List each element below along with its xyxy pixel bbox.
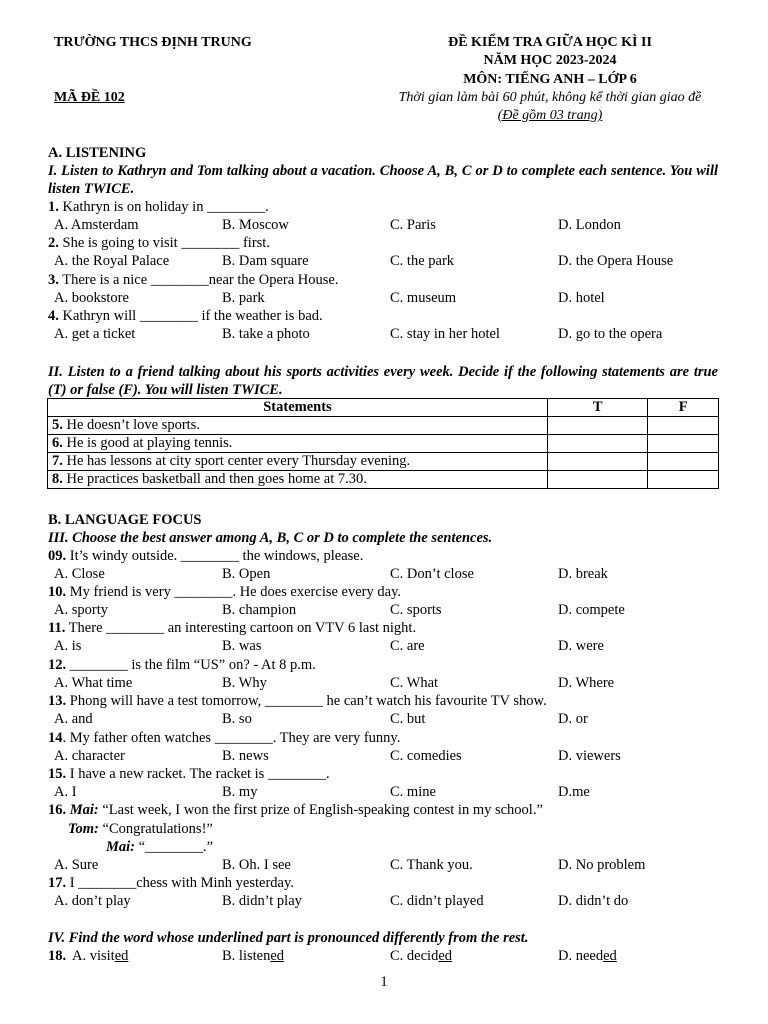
part-3-instruction: III. Choose the best answer among A, B, C or D to complete the sentences. bbox=[48, 530, 493, 546]
question-18 bbox=[0, 948, 768, 966]
dialogue-line-mai: Mai: “________.” bbox=[106, 839, 214, 855]
option-a: A. visited bbox=[72, 948, 129, 964]
option-d: D. Where bbox=[558, 675, 615, 691]
option-b: B. Moscow bbox=[222, 217, 289, 233]
option-b: B. Why bbox=[222, 675, 267, 691]
option-c: C. museum bbox=[390, 290, 457, 306]
question-4: 4. Kathryn will ________ if the weather is bad. bbox=[48, 308, 323, 324]
true-cell[interactable] bbox=[547, 435, 647, 453]
option-c: C. didn’t played bbox=[390, 893, 484, 909]
header-false: F bbox=[648, 399, 719, 417]
question-1-options bbox=[0, 217, 768, 235]
table-header-row bbox=[48, 399, 719, 417]
header-statements: Statements bbox=[48, 399, 548, 417]
option-b: B. park bbox=[222, 290, 265, 306]
option-a: A. What time bbox=[54, 675, 133, 691]
option-c: C. but bbox=[390, 711, 426, 727]
question-2-options bbox=[0, 253, 768, 271]
question-17: 17. I ________chess with Minh yesterday. bbox=[48, 875, 294, 891]
question-2: 2. She is going to visit ________ first. bbox=[48, 235, 270, 251]
question-16-options bbox=[0, 857, 768, 875]
option-b: B. didn’t play bbox=[222, 893, 302, 909]
exam-code: MÃ ĐỀ 102 bbox=[54, 90, 125, 105]
option-a: A. Sure bbox=[54, 857, 99, 873]
option-c: C. Don’t close bbox=[390, 566, 474, 582]
question-12: 12. ________ is the film “US” on? - At 8 p.m. bbox=[48, 657, 316, 673]
dialogue-line-tom: Tom: “Congratulations!” bbox=[68, 821, 213, 837]
option-a: A. and bbox=[54, 711, 93, 727]
exam-title: ĐỀ KIỂM TRA GIỮA HỌC KÌ II bbox=[448, 35, 652, 50]
section-b-title: B. LANGUAGE FOCUS bbox=[48, 512, 202, 528]
option-a: A. sporty bbox=[54, 602, 108, 618]
option-d: D. compete bbox=[558, 602, 625, 618]
page-count: (Đề gồm 03 trang) bbox=[497, 108, 603, 123]
option-b: B. so bbox=[222, 711, 252, 727]
option-d: D. go to the opera bbox=[558, 326, 663, 342]
section-a-title: A. LISTENING bbox=[48, 145, 147, 161]
option-a: A. don’t play bbox=[54, 893, 131, 909]
option-c: C. decided bbox=[390, 948, 453, 964]
question-13-options bbox=[0, 711, 768, 729]
false-cell[interactable] bbox=[648, 453, 719, 471]
option-b: B. Dam square bbox=[222, 253, 309, 269]
option-d: D. needed bbox=[558, 948, 617, 964]
option-b: B. my bbox=[222, 784, 258, 800]
option-b: B. was bbox=[222, 638, 262, 654]
table-row bbox=[48, 453, 719, 471]
statement-cell: 6. He is good at playing tennis. bbox=[48, 435, 548, 453]
question-17-options bbox=[0, 893, 768, 911]
option-c: C. What bbox=[390, 675, 439, 691]
question-1: 1. Kathryn is on holiday in ________. bbox=[48, 199, 269, 215]
option-a: A. Close bbox=[54, 566, 105, 582]
option-b: B. news bbox=[222, 748, 269, 764]
option-a: A. I bbox=[54, 784, 77, 800]
question-11-options bbox=[0, 638, 768, 656]
option-d: D. break bbox=[558, 566, 608, 582]
option-c: C. Paris bbox=[390, 217, 436, 233]
option-c: C. the park bbox=[390, 253, 455, 269]
option-b: B. take a photo bbox=[222, 326, 310, 342]
question-9: 09. It’s windy outside. ________ the windows, please. bbox=[48, 548, 364, 564]
option-a: A. character bbox=[54, 748, 125, 764]
option-c: C. sports bbox=[390, 602, 442, 618]
statements-table bbox=[47, 398, 719, 489]
option-a: A. is bbox=[54, 638, 82, 654]
false-cell[interactable] bbox=[648, 435, 719, 453]
question-18-number: 18. bbox=[48, 948, 67, 964]
option-d: D.me bbox=[558, 784, 590, 800]
table-row bbox=[48, 435, 719, 453]
statement-cell: 8. He practices basketball and then goes home at 7.30. bbox=[48, 471, 548, 489]
question-9-options bbox=[0, 566, 768, 584]
statement-cell: 7. He has lessons at city sport center every Thursday evening. bbox=[48, 453, 548, 471]
false-cell[interactable] bbox=[648, 471, 719, 489]
false-cell[interactable] bbox=[648, 417, 719, 435]
option-d: D. were bbox=[558, 638, 604, 654]
question-11: 11. There ________ an interesting cartoon on VTV 6 last night. bbox=[48, 620, 417, 636]
question-10: 10. My friend is very ________. He does exercise every day. bbox=[48, 584, 401, 600]
statement-cell: 5. He doesn’t love sports. bbox=[48, 417, 548, 435]
part-4-instruction: IV. Find the word whose underlined part is pronounced differently from the rest. bbox=[48, 930, 529, 946]
table-row bbox=[48, 471, 719, 489]
duration: Thời gian làm bài 60 phút, không kể thời gian giao đề bbox=[398, 90, 702, 105]
school-year: NĂM HỌC 2023-2024 bbox=[483, 53, 617, 68]
question-14: 14. My father often watches ________. They are very funny. bbox=[48, 730, 401, 746]
option-a: A. the Royal Palace bbox=[54, 253, 170, 269]
option-c: C. stay in her hotel bbox=[390, 326, 500, 342]
question-15: 15. I have a new racket. The racket is ________. bbox=[48, 766, 330, 782]
option-d: D. hotel bbox=[558, 290, 605, 306]
option-b: B. listened bbox=[222, 948, 285, 964]
option-c: C. are bbox=[390, 638, 425, 654]
question-16: 16. Mai: “Last week, I won the first prize of English-speaking contest in my school.” bbox=[48, 802, 543, 818]
question-14-options bbox=[0, 748, 768, 766]
option-b: B. Oh. I see bbox=[222, 857, 291, 873]
part-2-instruction: II. Listen to a friend talking about his sports activities every week. Decide if the following statements are true (T) or false (F). You will listen TWICE. bbox=[48, 364, 718, 398]
option-a: A. bookstore bbox=[54, 290, 129, 306]
question-4-options bbox=[0, 326, 768, 344]
option-d: D. viewers bbox=[558, 748, 621, 764]
table-row bbox=[48, 417, 719, 435]
true-cell[interactable] bbox=[547, 453, 647, 471]
question-3-options bbox=[0, 290, 768, 308]
subject: MÔN: TIẾNG ANH – LỚP 6 bbox=[463, 72, 637, 87]
option-a: A. get a ticket bbox=[54, 326, 136, 342]
option-c: C. Thank you. bbox=[390, 857, 473, 873]
option-d: D. or bbox=[558, 711, 588, 727]
option-c: C. comedies bbox=[390, 748, 462, 764]
option-b: B. champion bbox=[222, 602, 297, 618]
page-number: 1 bbox=[380, 974, 388, 990]
question-10-options bbox=[0, 602, 768, 620]
option-b: B. Open bbox=[222, 566, 271, 582]
true-cell[interactable] bbox=[547, 471, 647, 489]
part-1-instruction: I. Listen to Kathryn and Tom talking about a vacation. Choose A, B, C or D to complete each sentence. You will listen TWICE. bbox=[48, 163, 718, 197]
option-d: D. London bbox=[558, 217, 621, 233]
school-name: TRƯỜNG THCS ĐỊNH TRUNG bbox=[54, 35, 252, 50]
question-15-options bbox=[0, 784, 768, 802]
option-c: C. mine bbox=[390, 784, 436, 800]
question-3: 3. There is a nice ________near the Opera House. bbox=[48, 272, 339, 288]
question-12-options bbox=[0, 675, 768, 693]
option-d: D. No problem bbox=[558, 857, 646, 873]
option-d: D. the Opera House bbox=[558, 253, 674, 269]
question-13: 13. Phong will have a test tomorrow, ________ he can’t watch his favourite TV show. bbox=[48, 693, 547, 709]
header-true: T bbox=[547, 399, 647, 417]
true-cell[interactable] bbox=[547, 417, 647, 435]
option-d: D. didn’t do bbox=[558, 893, 629, 909]
option-a: A. Amsterdam bbox=[54, 217, 139, 233]
